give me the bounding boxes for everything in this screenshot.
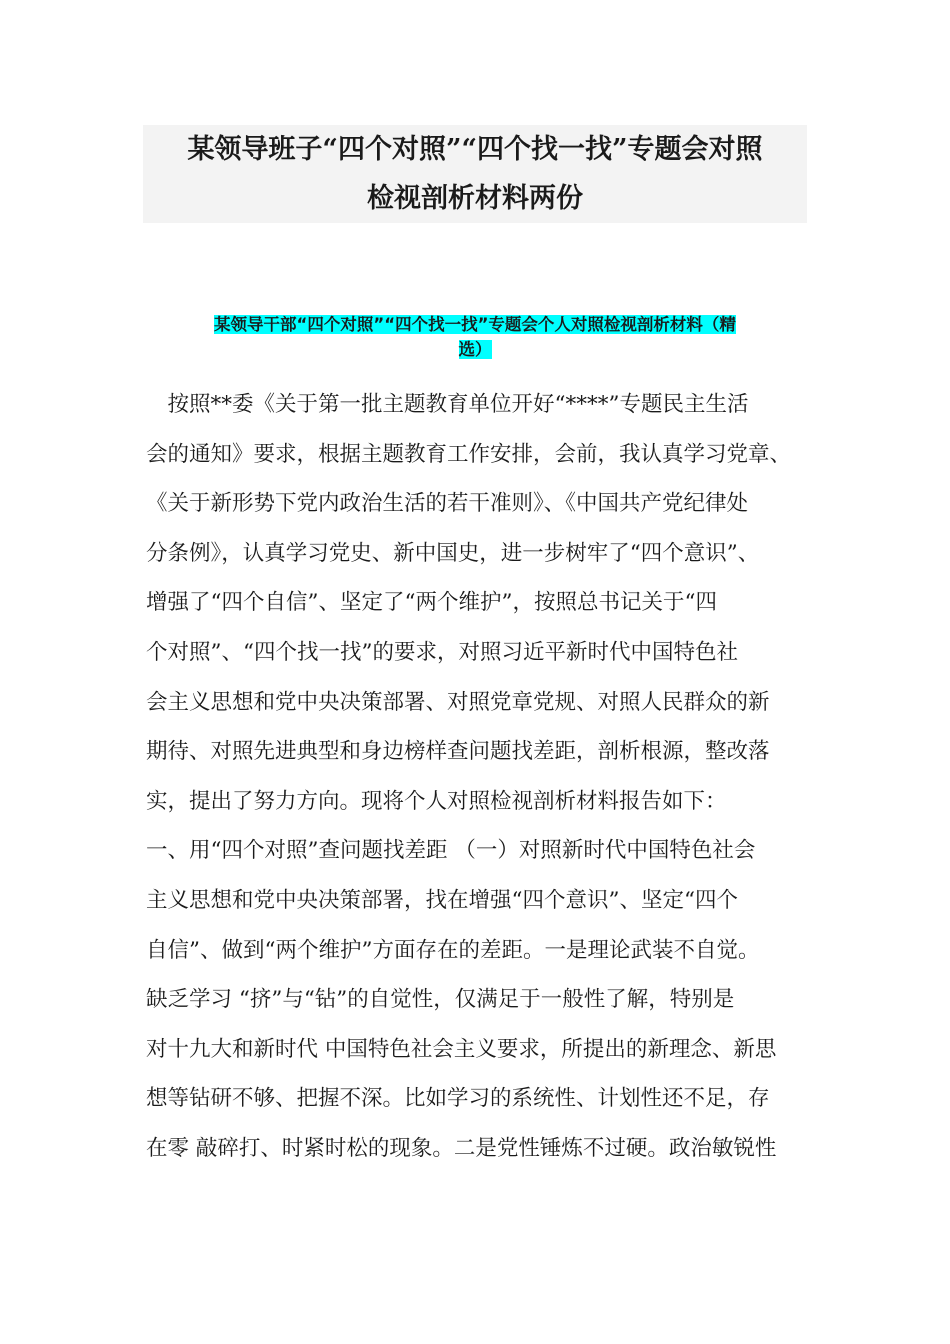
- body-line: 对十九大和新时代 中国特色社会主义要求，所提出的新理念、新思: [146, 1036, 777, 1062]
- body-line: 在零 敲碎打、时紧时松的现象。二是党性锤炼不过硬。政治敏锐性: [146, 1135, 777, 1161]
- body-line: 《关于新形势下党内政治生活的若干准则》、《中国共产党纪律处: [146, 491, 749, 517]
- body-line: 自信”、做到“两个维护”方面存在的差距。一是理论武装不自觉。: [146, 937, 760, 963]
- section-subtitle: [146, 312, 804, 362]
- body-line: 主义思想和党中央决策部署，找在增强“四个意识”、坚定“四个: [146, 887, 738, 913]
- title-line-2: 检视剖析材料两份: [367, 183, 583, 214]
- body-line: 缺乏学习 “挤”与“钻”的自觉性，仅满足于一般性了解，特别是: [146, 987, 735, 1013]
- document-title: [143, 125, 807, 223]
- body-line: 想等钻研不够、把握不深。比如学习的系统性、计划性还不足，存: [146, 1086, 770, 1112]
- body-line: 会主义思想和党中央决策部署、对照党章党规、对照人民群众的新: [146, 689, 770, 715]
- title-line-1: 某领导班子“四个对照”“四个找一找”专题会对照: [187, 134, 763, 165]
- body-line: 期待、对照先进典型和身边榜样查问题找差距，剖析根源，整改落: [146, 739, 770, 765]
- body-line: 按照**委《关于第一批主题教育单位开好“****”专题民主生活: [146, 392, 749, 417]
- body-line: 会的通知》要求，根据主题教育工作安排，会前，我认真学习党章、: [146, 441, 792, 467]
- subtitle-line-1: 某领导干部“四个对照”“四个找一找”专题会个人对照检视剖析材料（精: [214, 315, 736, 334]
- body-line: 实，提出了努力方向。现将个人对照检视剖析材料报告如下：: [146, 788, 727, 814]
- subtitle-line-2: 选）: [458, 340, 492, 359]
- body-line: 一、用“四个对照”查问题找差距 （一）对照新时代中国特色社会: [146, 838, 756, 864]
- body-line: 增强了“四个自信”、坚定了“两个维护”，按照总书记关于“四: [146, 590, 717, 616]
- body-line: 个对照”、“四个找一找”的要求，对照习近平新时代中国特色社: [146, 639, 738, 665]
- body-line: 分条例》，认真学习党史、新中国史，进一步树牢了“四个意识”、: [146, 540, 760, 566]
- body-paragraph: [146, 380, 806, 1174]
